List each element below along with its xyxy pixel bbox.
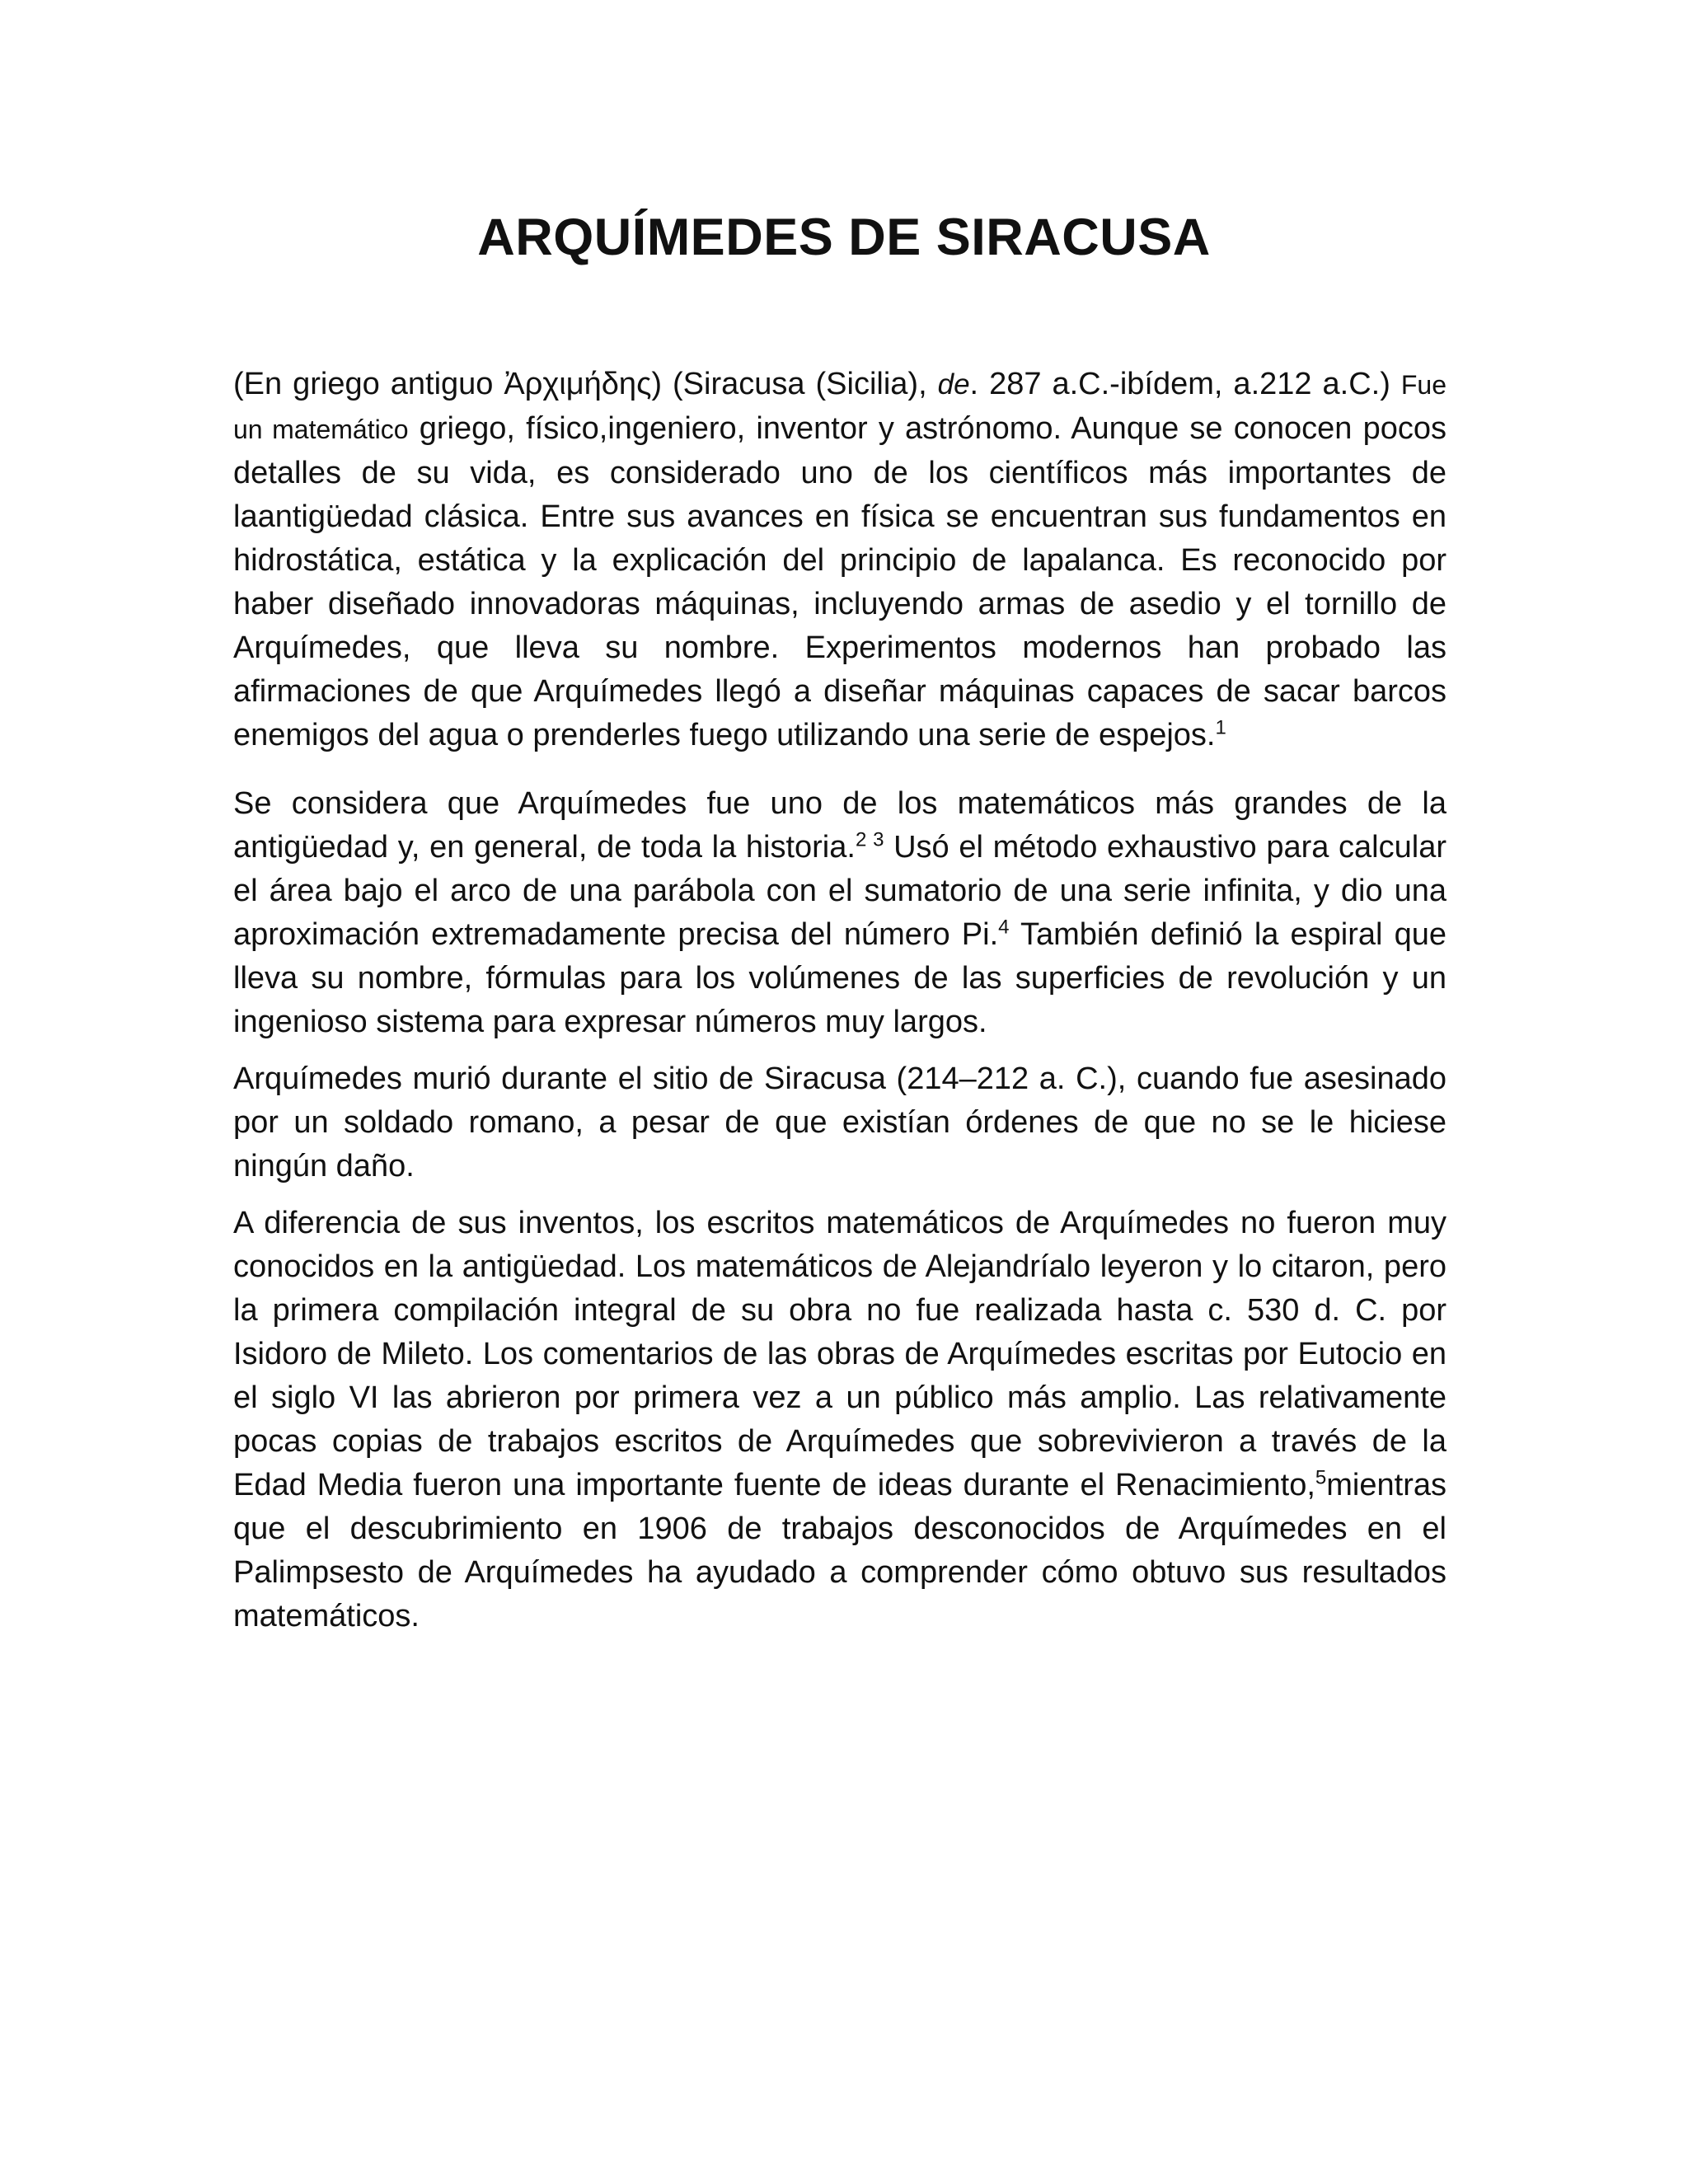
document-title: ARQUÍMEDES DE SIRACUSA (477, 209, 1211, 266)
document-body (233, 363, 1447, 1638)
footnote-ref-1: 1 (1215, 716, 1226, 739)
footnote-ref-4: 4 (998, 916, 1010, 939)
intro-small-text: Fue un matemático (233, 370, 1447, 444)
math-text-1: Se considera que Arquímedes fue uno de los matemáticos más grandes de la antigüedad y, en general, de toda la historia. (233, 786, 1447, 865)
paragraph-writings (233, 1202, 1447, 1638)
paragraph-death (233, 1057, 1447, 1188)
footnote-ref-2-3: 2 3 (855, 828, 884, 851)
intro-text-1: (En griego antiguo Ἀρχιμήδης) (Siracusa (Sicilia), (233, 367, 938, 401)
intro-text-3: griego, físico,ingeniero, inventor y astrónomo. Aunque se conocen pocos detalles de su vida, es considerado uno de los científicos más importantes de laantigüedad clásica. Entre sus avances en física se encuentran sus fundamentos en hidrostática, estática y la explicación del principio de lapalanca. Es reconocido por haber diseñado innovadoras máquinas, incluyendo armas de asedio y el tornillo de Arquímedes, que lleva su nombre. Experimentos modernos han probado las afirmaciones de que Arquímedes llegó a diseñar máquinas capaces de sacar barcos enemigos del agua o prenderles fuego utilizando una serie de espejos. (233, 411, 1447, 752)
writings-text-1: A diferencia de sus inventos, los escritos matemáticos de Arquímedes no fueron muy conocidos en la antigüedad. Los matemáticos de Alejandríalo leyeron y lo citaron, pero la primera compilación integral de su obra no fue realizada hasta c. 530 d. C. por Isidoro de Mileto. Los comentarios de las obras de Arquímedes escritas por Eutocio en el siglo VI las abrieron por primera vez a un público más amplio. Las relativamente pocas copias de trabajos escritos de Arquímedes que sobrevivieron a través de la Edad Media fueron una importante fuente de ideas durante el Renacimiento, (233, 1206, 1447, 1502)
intro-italic-de: de (937, 368, 970, 401)
math-text-2: Usó el método exhaustivo para calcular el área bajo el arco de una parábola con el sumatorio de una serie infinita, y dio una aproximación extremadamente precisa del número Pi. (233, 830, 1447, 952)
paragraph-intro (233, 363, 1447, 757)
intro-text-2: . 287 a.C.-ibídem, a.212 a.C.) (969, 367, 1401, 401)
math-text-3: También definió la espiral que lleva su nombre, fórmulas para los volúmenes de las superficies de revolución y un ingenioso sistema para expresar números muy largos. (233, 917, 1447, 1039)
death-text: Arquímedes murió durante el sitio de Siracusa (214–212 a. C.), cuando fue asesinado por un soldado romano, a pesar de que existían órdenes de que no se le hiciese ningún daño. (233, 1062, 1447, 1183)
writings-text-2: mientras que el descubrimiento en 1906 de trabajos desconocidos de Arquímedes en el Palimpsesto de Arquímedes ha ayudado a comprender cómo obtuvo sus resultados matemáticos. (233, 1468, 1447, 1633)
footnote-ref-5: 5 (1315, 1466, 1327, 1489)
paragraph-mathematics (233, 782, 1447, 1044)
